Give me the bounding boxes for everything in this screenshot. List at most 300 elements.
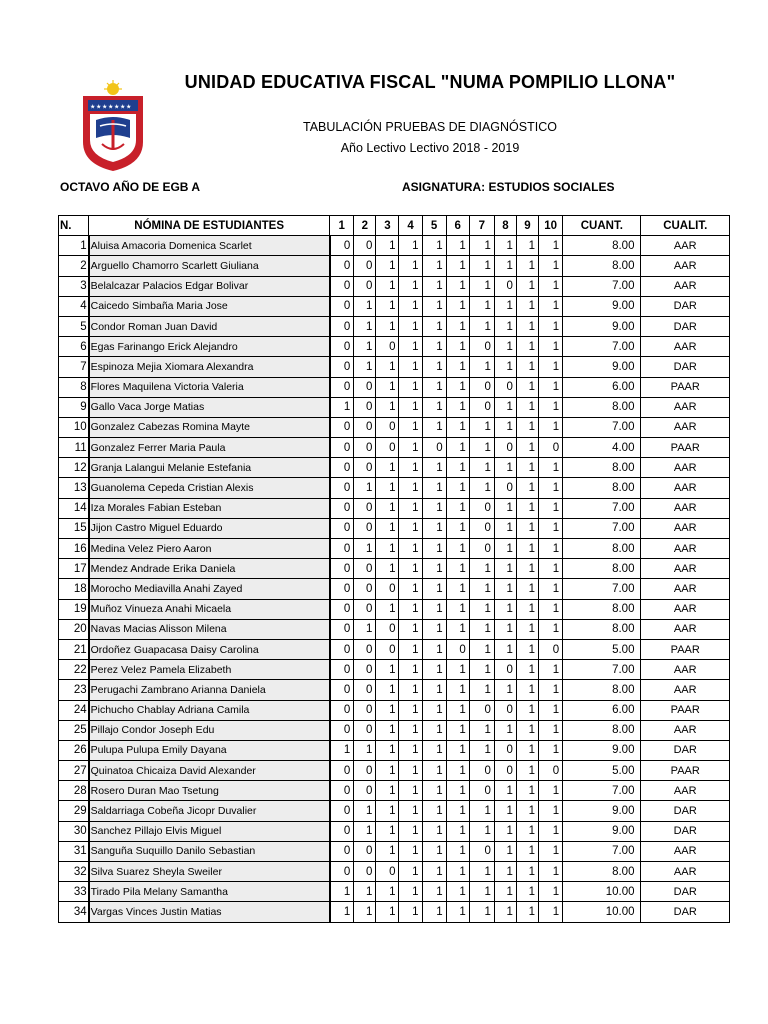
score-q10: 1 xyxy=(539,458,563,478)
score-q4: 1 xyxy=(399,761,422,781)
score-q4: 1 xyxy=(399,438,422,458)
student-name: Mendez Andrade Erika Daniela xyxy=(89,559,330,579)
student-name: Muñoz Vinueza Anahi Micaela xyxy=(89,599,330,619)
score-q5: 1 xyxy=(422,518,446,538)
quantitative-score: 9.00 xyxy=(563,296,641,316)
score-q10: 1 xyxy=(539,498,563,518)
qualitative-grade: AAR xyxy=(641,337,730,357)
score-q3: 1 xyxy=(376,720,399,740)
score-q9: 1 xyxy=(516,478,538,498)
score-q10: 1 xyxy=(539,821,563,841)
score-q10: 1 xyxy=(539,518,563,538)
score-q2: 1 xyxy=(354,882,376,902)
score-q10: 1 xyxy=(539,377,563,397)
score-q8: 1 xyxy=(494,821,516,841)
quantitative-score: 7.00 xyxy=(563,841,641,861)
score-q8: 1 xyxy=(494,296,516,316)
score-q7: 1 xyxy=(469,236,494,256)
score-q6: 1 xyxy=(446,841,469,861)
score-q9: 1 xyxy=(516,256,538,276)
score-q7: 1 xyxy=(469,801,494,821)
row-number: 10 xyxy=(59,417,89,437)
score-q8: 1 xyxy=(494,539,516,559)
row-number: 11 xyxy=(59,438,89,458)
score-q4: 1 xyxy=(399,539,422,559)
table-row xyxy=(59,801,730,821)
row-number: 16 xyxy=(59,539,89,559)
score-q5: 1 xyxy=(422,276,446,296)
col-header-q6: 6 xyxy=(446,216,469,236)
qualitative-grade: AAR xyxy=(641,660,730,680)
score-q7: 1 xyxy=(469,296,494,316)
score-q1: 0 xyxy=(330,518,354,538)
score-q10: 0 xyxy=(539,761,563,781)
score-q2: 0 xyxy=(354,781,376,801)
score-q3: 1 xyxy=(376,478,399,498)
score-q2: 1 xyxy=(354,296,376,316)
col-header-q8: 8 xyxy=(494,216,516,236)
score-q2: 0 xyxy=(354,276,376,296)
table-row xyxy=(59,700,730,720)
score-q5: 1 xyxy=(422,539,446,559)
score-q8: 0 xyxy=(494,377,516,397)
student-name: Aluisa Amacoria Domenica Scarlet xyxy=(89,236,330,256)
score-q5: 1 xyxy=(422,821,446,841)
quantitative-score: 8.00 xyxy=(563,397,641,417)
quantitative-score: 8.00 xyxy=(563,680,641,700)
score-q6: 1 xyxy=(446,680,469,700)
score-q1: 0 xyxy=(330,236,354,256)
score-q1: 0 xyxy=(330,821,354,841)
row-number: 34 xyxy=(59,902,89,922)
col-header-q2: 2 xyxy=(354,216,376,236)
score-q9: 1 xyxy=(516,236,538,256)
table-row xyxy=(59,256,730,276)
score-q10: 1 xyxy=(539,337,563,357)
score-q1: 0 xyxy=(330,296,354,316)
quantitative-score: 8.00 xyxy=(563,539,641,559)
quantitative-score: 10.00 xyxy=(563,902,641,922)
score-q9: 1 xyxy=(516,337,538,357)
score-q5: 1 xyxy=(422,740,446,760)
qualitative-grade: AAR xyxy=(641,236,730,256)
score-q6: 1 xyxy=(446,478,469,498)
academic-year: Año Lectivo Lectivo 2018 - 2019 xyxy=(340,141,520,155)
score-q3: 1 xyxy=(376,498,399,518)
student-name: Pillajo Condor Joseph Edu xyxy=(89,720,330,740)
score-q9: 1 xyxy=(516,579,538,599)
score-q2: 1 xyxy=(354,539,376,559)
score-q4: 1 xyxy=(399,296,422,316)
score-q9: 1 xyxy=(516,518,538,538)
score-q10: 1 xyxy=(539,700,563,720)
quantitative-score: 9.00 xyxy=(563,740,641,760)
score-q7: 0 xyxy=(469,498,494,518)
score-q5: 1 xyxy=(422,882,446,902)
score-q8: 1 xyxy=(494,619,516,639)
student-name: Perugachi Zambrano Arianna Daniela xyxy=(89,680,330,700)
score-q8: 1 xyxy=(494,397,516,417)
score-q2: 0 xyxy=(354,862,376,882)
quantitative-score: 7.00 xyxy=(563,337,641,357)
score-q8: 1 xyxy=(494,337,516,357)
score-q3: 0 xyxy=(376,862,399,882)
score-q6: 1 xyxy=(446,781,469,801)
score-q8: 1 xyxy=(494,236,516,256)
qualitative-grade: AAR xyxy=(641,539,730,559)
score-q4: 1 xyxy=(399,518,422,538)
score-q1: 0 xyxy=(330,377,354,397)
score-q7: 1 xyxy=(469,559,494,579)
score-q10: 1 xyxy=(539,276,563,296)
score-q6: 1 xyxy=(446,377,469,397)
quantitative-score: 8.00 xyxy=(563,458,641,478)
score-q7: 1 xyxy=(469,599,494,619)
score-q4: 1 xyxy=(399,720,422,740)
student-name: Arguello Chamorro Scarlett Giuliana xyxy=(89,256,330,276)
score-q7: 1 xyxy=(469,438,494,458)
score-q6: 1 xyxy=(446,337,469,357)
score-q2: 0 xyxy=(354,417,376,437)
score-q3: 1 xyxy=(376,559,399,579)
score-q9: 1 xyxy=(516,660,538,680)
col-header-q1: 1 xyxy=(330,216,354,236)
score-q4: 1 xyxy=(399,256,422,276)
score-q8: 1 xyxy=(494,518,516,538)
score-q10: 1 xyxy=(539,417,563,437)
table-row xyxy=(59,296,730,316)
score-q4: 1 xyxy=(399,236,422,256)
score-q2: 0 xyxy=(354,579,376,599)
score-q1: 0 xyxy=(330,539,354,559)
row-number: 18 xyxy=(59,579,89,599)
score-q7: 1 xyxy=(469,882,494,902)
svg-text:★: ★ xyxy=(120,103,126,111)
score-q1: 0 xyxy=(330,862,354,882)
table-body xyxy=(59,236,730,922)
score-q2: 0 xyxy=(354,256,376,276)
score-q7: 1 xyxy=(469,660,494,680)
score-q9: 1 xyxy=(516,639,538,659)
score-q10: 1 xyxy=(539,781,563,801)
score-q6: 1 xyxy=(446,902,469,922)
score-q10: 1 xyxy=(539,579,563,599)
table-row xyxy=(59,680,730,700)
score-q5: 1 xyxy=(422,296,446,316)
student-name: Ordoñez Guapacasa Daisy Carolina xyxy=(89,639,330,659)
score-q5: 1 xyxy=(422,256,446,276)
table-row xyxy=(59,478,730,498)
score-q9: 1 xyxy=(516,599,538,619)
score-q7: 0 xyxy=(469,700,494,720)
qualitative-grade: PAAR xyxy=(641,438,730,458)
score-q2: 0 xyxy=(354,458,376,478)
score-q5: 1 xyxy=(422,902,446,922)
score-q2: 0 xyxy=(354,660,376,680)
score-q4: 1 xyxy=(399,740,422,760)
table-row xyxy=(59,357,730,377)
score-q2: 0 xyxy=(354,599,376,619)
score-q3: 0 xyxy=(376,579,399,599)
row-number: 30 xyxy=(59,821,89,841)
score-q5: 0 xyxy=(422,438,446,458)
score-q3: 1 xyxy=(376,801,399,821)
row-number: 26 xyxy=(59,740,89,760)
qualitative-grade: AAR xyxy=(641,720,730,740)
col-header-q7: 7 xyxy=(469,216,494,236)
score-q9: 1 xyxy=(516,882,538,902)
table-row xyxy=(59,417,730,437)
score-q4: 1 xyxy=(399,397,422,417)
score-q5: 1 xyxy=(422,377,446,397)
score-q1: 0 xyxy=(330,478,354,498)
row-number: 7 xyxy=(59,357,89,377)
score-q6: 1 xyxy=(446,417,469,437)
score-q9: 1 xyxy=(516,357,538,377)
score-q4: 1 xyxy=(399,478,422,498)
score-q1: 0 xyxy=(330,781,354,801)
score-q5: 1 xyxy=(422,417,446,437)
score-q3: 1 xyxy=(376,377,399,397)
qualitative-grade: AAR xyxy=(641,397,730,417)
table-row xyxy=(59,498,730,518)
score-q10: 1 xyxy=(539,902,563,922)
score-q9: 1 xyxy=(516,397,538,417)
score-q6: 1 xyxy=(446,518,469,538)
score-q3: 1 xyxy=(376,660,399,680)
score-q7: 1 xyxy=(469,821,494,841)
score-q7: 1 xyxy=(469,619,494,639)
table-row xyxy=(59,902,730,922)
score-q10: 1 xyxy=(539,357,563,377)
row-number: 14 xyxy=(59,498,89,518)
score-q3: 1 xyxy=(376,357,399,377)
score-q8: 1 xyxy=(494,559,516,579)
table-row xyxy=(59,276,730,296)
student-name: Saldarriaga Cobeña Jicopr Duvalier xyxy=(89,801,330,821)
score-q6: 1 xyxy=(446,357,469,377)
score-q4: 1 xyxy=(399,781,422,801)
score-q3: 1 xyxy=(376,296,399,316)
score-q1: 0 xyxy=(330,438,354,458)
score-q2: 1 xyxy=(354,821,376,841)
score-q2: 0 xyxy=(354,720,376,740)
student-name: Egas Farinango Erick Alejandro xyxy=(89,337,330,357)
score-q5: 1 xyxy=(422,397,446,417)
score-q7: 1 xyxy=(469,478,494,498)
table-row xyxy=(59,639,730,659)
row-number: 3 xyxy=(59,276,89,296)
student-name: Morocho Mediavilla Anahi Zayed xyxy=(89,579,330,599)
score-q3: 1 xyxy=(376,256,399,276)
score-q3: 1 xyxy=(376,781,399,801)
score-q3: 1 xyxy=(376,700,399,720)
score-q2: 1 xyxy=(354,801,376,821)
row-number: 17 xyxy=(59,559,89,579)
score-q8: 1 xyxy=(494,841,516,861)
score-q10: 1 xyxy=(539,680,563,700)
table-header-row xyxy=(59,216,730,236)
score-q6: 1 xyxy=(446,801,469,821)
course-label: OCTAVO AÑO DE EGB A xyxy=(60,180,201,194)
score-q4: 1 xyxy=(399,801,422,821)
row-number: 24 xyxy=(59,700,89,720)
col-header-cuant: CUANT. xyxy=(563,216,641,236)
score-q9: 1 xyxy=(516,377,538,397)
score-q6: 1 xyxy=(446,316,469,336)
quantitative-score: 8.00 xyxy=(563,236,641,256)
qualitative-grade: AAR xyxy=(641,458,730,478)
quantitative-score: 7.00 xyxy=(563,518,641,538)
score-q4: 1 xyxy=(399,882,422,902)
quantitative-score: 9.00 xyxy=(563,316,641,336)
score-q8: 1 xyxy=(494,639,516,659)
score-q5: 1 xyxy=(422,337,446,357)
score-q6: 1 xyxy=(446,559,469,579)
score-q2: 0 xyxy=(354,700,376,720)
qualitative-grade: DAR xyxy=(641,296,730,316)
quantitative-score: 5.00 xyxy=(563,639,641,659)
score-q8: 1 xyxy=(494,801,516,821)
score-q7: 1 xyxy=(469,639,494,659)
score-q4: 1 xyxy=(399,902,422,922)
score-q5: 1 xyxy=(422,700,446,720)
qualitative-grade: AAR xyxy=(641,518,730,538)
score-q3: 1 xyxy=(376,821,399,841)
score-q2: 0 xyxy=(354,438,376,458)
score-q9: 1 xyxy=(516,498,538,518)
score-q6: 1 xyxy=(446,498,469,518)
score-q1: 1 xyxy=(330,882,354,902)
score-q7: 1 xyxy=(469,256,494,276)
score-q4: 1 xyxy=(399,337,422,357)
score-q4: 1 xyxy=(399,639,422,659)
table-row xyxy=(59,660,730,680)
score-q3: 1 xyxy=(376,761,399,781)
score-q2: 0 xyxy=(354,761,376,781)
score-q10: 1 xyxy=(539,256,563,276)
score-q1: 0 xyxy=(330,720,354,740)
col-header-name: NÓMINA DE ESTUDIANTES xyxy=(89,216,330,236)
svg-text:★: ★ xyxy=(90,103,96,111)
results-table xyxy=(58,215,730,923)
score-q2: 0 xyxy=(354,498,376,518)
quantitative-score: 9.00 xyxy=(563,821,641,841)
score-q6: 1 xyxy=(446,619,469,639)
score-q10: 1 xyxy=(539,801,563,821)
student-name: Sanchez Pillajo Elvis Miguel xyxy=(89,821,330,841)
score-q5: 1 xyxy=(422,720,446,740)
school-crest-logo xyxy=(80,80,146,172)
student-name: Granja Lalangui Melanie Estefania xyxy=(89,458,330,478)
score-q9: 1 xyxy=(516,316,538,336)
score-q3: 0 xyxy=(376,438,399,458)
quantitative-score: 7.00 xyxy=(563,660,641,680)
row-number: 21 xyxy=(59,639,89,659)
score-q2: 1 xyxy=(354,316,376,336)
row-number: 13 xyxy=(59,478,89,498)
score-q8: 1 xyxy=(494,256,516,276)
col-header-q5: 5 xyxy=(422,216,446,236)
quantitative-score: 5.00 xyxy=(563,761,641,781)
score-q6: 1 xyxy=(446,761,469,781)
score-q7: 0 xyxy=(469,781,494,801)
score-q1: 0 xyxy=(330,256,354,276)
score-q3: 1 xyxy=(376,902,399,922)
score-q6: 1 xyxy=(446,579,469,599)
score-q2: 0 xyxy=(354,559,376,579)
table-row xyxy=(59,821,730,841)
qualitative-grade: AAR xyxy=(641,256,730,276)
row-number: 6 xyxy=(59,337,89,357)
qualitative-grade: PAAR xyxy=(641,377,730,397)
student-name: Caicedo Simbaña Maria Jose xyxy=(89,296,330,316)
score-q4: 1 xyxy=(399,599,422,619)
score-q10: 1 xyxy=(539,539,563,559)
quantitative-score: 7.00 xyxy=(563,498,641,518)
table-row xyxy=(59,539,730,559)
score-q6: 1 xyxy=(446,276,469,296)
score-q7: 0 xyxy=(469,377,494,397)
qualitative-grade: DAR xyxy=(641,821,730,841)
quantitative-score: 6.00 xyxy=(563,700,641,720)
score-q4: 1 xyxy=(399,619,422,639)
score-q2: 1 xyxy=(354,478,376,498)
row-number: 1 xyxy=(59,236,89,256)
score-q2: 0 xyxy=(354,236,376,256)
score-q5: 1 xyxy=(422,498,446,518)
score-q6: 1 xyxy=(446,700,469,720)
student-name: Condor Roman Juan David xyxy=(89,316,330,336)
score-q8: 0 xyxy=(494,761,516,781)
score-q2: 0 xyxy=(354,397,376,417)
score-q5: 1 xyxy=(422,559,446,579)
score-q1: 0 xyxy=(330,498,354,518)
score-q4: 1 xyxy=(399,357,422,377)
row-number: 5 xyxy=(59,316,89,336)
qualitative-grade: DAR xyxy=(641,801,730,821)
table-row xyxy=(59,761,730,781)
score-q7: 0 xyxy=(469,539,494,559)
score-q7: 0 xyxy=(469,841,494,861)
score-q5: 1 xyxy=(422,841,446,861)
quantitative-score: 7.00 xyxy=(563,781,641,801)
svg-text:★: ★ xyxy=(108,103,114,111)
quantitative-score: 8.00 xyxy=(563,862,641,882)
table-row xyxy=(59,438,730,458)
score-q5: 1 xyxy=(422,680,446,700)
score-q1: 0 xyxy=(330,660,354,680)
score-q5: 1 xyxy=(422,781,446,801)
score-q6: 1 xyxy=(446,458,469,478)
score-q1: 0 xyxy=(330,599,354,619)
row-number: 32 xyxy=(59,862,89,882)
quantitative-score: 6.00 xyxy=(563,377,641,397)
score-q8: 1 xyxy=(494,781,516,801)
score-q9: 1 xyxy=(516,720,538,740)
score-q6: 1 xyxy=(446,882,469,902)
score-q7: 0 xyxy=(469,761,494,781)
score-q7: 1 xyxy=(469,417,494,437)
score-q2: 0 xyxy=(354,841,376,861)
row-number: 20 xyxy=(59,619,89,639)
table-row xyxy=(59,579,730,599)
score-q7: 1 xyxy=(469,680,494,700)
col-header-q10: 10 xyxy=(539,216,563,236)
quantitative-score: 10.00 xyxy=(563,882,641,902)
row-number: 4 xyxy=(59,296,89,316)
score-q9: 1 xyxy=(516,296,538,316)
